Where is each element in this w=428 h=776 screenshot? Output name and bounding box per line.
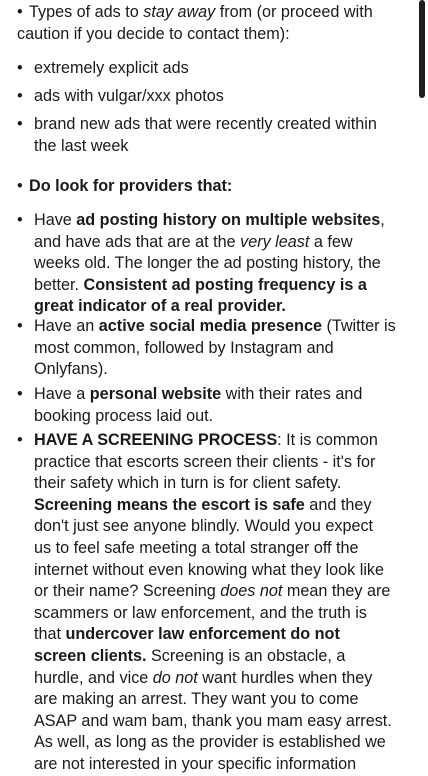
list-item-text: HAVE A SCREENING PROCESS: It is common practice that escorts screen their clients - it's for their safety which in turn is for client safety. Screening means the escort is safe and they don't just see anyone blindly. Would you expect us to feel safe meeting a total stranger off the internet without even knowing what they look like or their name? Screening does not mean they are scammers or law enforcement, and the truth is that undercover law enforcement do not screen clients. Screening is an obstacle, a hurdle, and vice do not want hurdles when they are making an arrest. They want you to come ASAP and wam bam, thank you mam easy arrest. As well, as long as the provider is established we are not interested in your specific information [34,431,392,773]
list-item-text: Have ad posting history on multiple websites, and have ads that are at the very least a few weeks old. The longer the ad posting history, the better. Consistent ad posting frequency is a great indicator of a real provider. [34,211,385,316]
bullet: • [17,87,23,105]
bullet: • [17,115,23,133]
scrollbar-thumb[interactable] [419,0,425,98]
list-item-text: ads with vulgar/xxx photos [34,87,224,105]
list-item-text: Have an active social media presence (Twitter is most common, followed by Instagram and Onlyfans). [34,317,396,379]
bullet: • [17,211,23,229]
bullet: • [17,3,23,21]
bullet: • [17,59,23,77]
bullet: • [17,385,23,403]
bullet: • [17,317,23,335]
list-item-text: extremely explicit ads [34,59,189,77]
bullet: • [17,431,23,449]
list-item-text: brand new ads that were recently created within the last week [34,115,377,155]
intro-text: Types of ads to stay away from (or proceed with caution if you decide to contact them): [17,3,373,43]
list-item-text: Have a personal website with their rates and booking process laid out. [34,385,363,425]
bullet: • [17,177,23,195]
